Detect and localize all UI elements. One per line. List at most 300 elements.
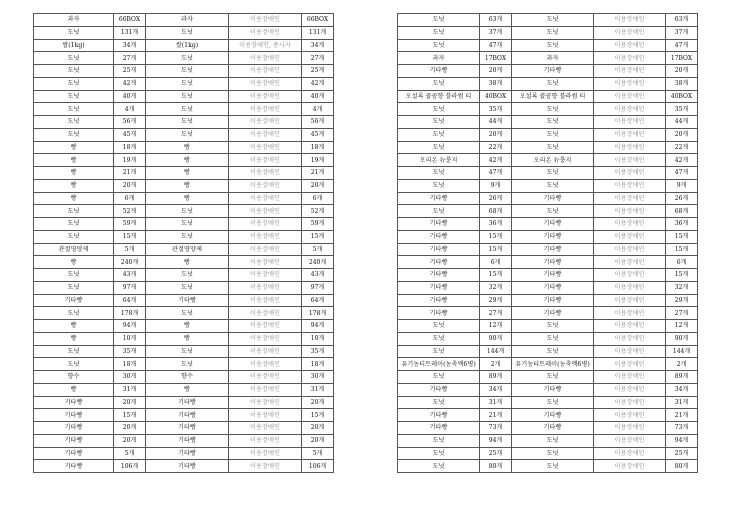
distributed-quantity-cell: 20개: [666, 128, 698, 141]
distributed-quantity-cell: 6개: [302, 192, 334, 205]
table-row: [398, 422, 698, 435]
quantity-cell: 35개: [480, 103, 512, 116]
distributed-quantity-cell: 40개: [302, 90, 334, 103]
distributed-quantity-cell: 131개: [302, 26, 334, 39]
distributed-item-cell: 기타빵: [146, 396, 229, 409]
distributed-item-cell: 도넛: [146, 358, 229, 371]
donation-table-left: [33, 13, 334, 473]
item-name-cell: 빵: [34, 332, 114, 345]
distributed-quantity-cell: 178개: [302, 307, 334, 320]
item-name-cell: 도넛: [398, 14, 480, 27]
distributed-item-cell: 빵: [146, 167, 229, 180]
distributed-item-cell: 기타빵: [146, 409, 229, 422]
table-row: [34, 371, 334, 384]
distributed-item-cell: 도넛: [512, 447, 594, 460]
item-name-cell: 빵: [34, 141, 114, 154]
item-name-cell: 도넛: [34, 269, 114, 282]
item-name-cell: 도넛: [34, 218, 114, 231]
quantity-cell: 56개: [114, 116, 146, 129]
distributed-quantity-cell: 4개: [302, 103, 334, 116]
recipient-cell: 이용장애인: [229, 179, 302, 192]
item-name-cell: 과자: [398, 52, 480, 65]
table-row: [398, 294, 698, 307]
item-name-cell: 도넛: [398, 434, 480, 447]
distributed-item-cell: 도넛: [146, 65, 229, 78]
distributed-quantity-cell: 63개: [666, 14, 698, 27]
recipient-cell: 이용장애인: [229, 396, 302, 409]
item-name-cell: 기타빵: [398, 243, 480, 256]
distributed-quantity-cell: 20개: [666, 65, 698, 78]
recipient-cell: 이용장애인: [594, 205, 666, 218]
quantity-cell: 20개: [114, 422, 146, 435]
distributed-quantity-cell: 42개: [302, 77, 334, 90]
recipient-cell: 이용장애인: [229, 154, 302, 167]
table-body-left: [34, 14, 334, 473]
table-body-right: [398, 14, 698, 473]
distributed-quantity-cell: 17BOX: [666, 52, 698, 65]
quantity-cell: 94개: [114, 320, 146, 333]
recipient-cell: 이용장애인: [229, 358, 302, 371]
recipient-cell: 이용장애인: [594, 320, 666, 333]
quantity-cell: 31개: [114, 383, 146, 396]
item-name-cell: 기타빵: [34, 434, 114, 447]
distributed-item-cell: 과자: [146, 14, 229, 27]
quantity-cell: 20개: [114, 179, 146, 192]
item-name-cell: 도넛: [398, 371, 480, 384]
item-name-cell: 오리온 뉴룽지: [398, 154, 480, 167]
distributed-quantity-cell: 22개: [666, 141, 698, 154]
item-name-cell: 도넛: [398, 345, 480, 358]
table-row: [398, 307, 698, 320]
item-name-cell: 도넛: [34, 103, 114, 116]
distributed-quantity-cell: 47개: [666, 39, 698, 52]
recipient-cell: 이용장애인: [594, 332, 666, 345]
table-row: [398, 77, 698, 90]
quantity-cell: 20개: [480, 65, 512, 78]
distributed-quantity-cell: 15개: [666, 230, 698, 243]
table-row: [398, 460, 698, 473]
item-name-cell: 도넛: [398, 447, 480, 460]
table-row: [34, 77, 334, 90]
recipient-cell: 이용장애인: [229, 243, 302, 256]
distributed-quantity-cell: 35개: [302, 345, 334, 358]
quantity-cell: 29개: [480, 294, 512, 307]
recipient-cell: 이용장애인: [594, 52, 666, 65]
recipient-cell: 이용장애인: [594, 39, 666, 52]
table-row: [398, 205, 698, 218]
recipient-cell: 이용장애인: [229, 205, 302, 218]
distributed-item-cell: 빵: [146, 320, 229, 333]
quantity-cell: 6개: [114, 192, 146, 205]
table-row: [398, 358, 698, 371]
item-name-cell: 빵: [34, 179, 114, 192]
quantity-cell: 34개: [480, 383, 512, 396]
distributed-item-cell: 유기농티트레이(농축액6병): [512, 358, 594, 371]
item-name-cell: 기타빵: [34, 294, 114, 307]
recipient-cell: 이용장애인: [229, 460, 302, 473]
item-name-cell: 유기농티트레이(농축액6병): [398, 358, 480, 371]
distributed-item-cell: 도넛: [146, 230, 229, 243]
distributed-item-cell: 오리온 뉴룽지: [512, 154, 594, 167]
quantity-cell: 35개: [114, 345, 146, 358]
table-row: [34, 307, 334, 320]
table-row: [34, 154, 334, 167]
item-name-cell: 도넛: [398, 332, 480, 345]
distributed-item-cell: 기타빵: [146, 294, 229, 307]
quantity-cell: 68개: [480, 205, 512, 218]
quantity-cell: 5개: [114, 447, 146, 460]
distributed-item-cell: 도넛: [512, 371, 594, 384]
distributed-item-cell: 기타빵: [512, 192, 594, 205]
recipient-cell: 이용장애인: [594, 192, 666, 205]
distributed-quantity-cell: 10개: [302, 332, 334, 345]
distributed-quantity-cell: 43개: [302, 269, 334, 282]
distributed-quantity-cell: 20개: [302, 434, 334, 447]
distributed-quantity-cell: 21개: [302, 167, 334, 180]
distributed-quantity-cell: 20개: [302, 422, 334, 435]
distributed-quantity-cell: 26개: [666, 192, 698, 205]
recipient-cell: 이용장애인: [594, 141, 666, 154]
distributed-quantity-cell: 20개: [302, 179, 334, 192]
item-name-cell: 도넛: [398, 39, 480, 52]
quantity-cell: 36개: [480, 218, 512, 231]
distributed-item-cell: 기타빵: [512, 65, 594, 78]
distributed-item-cell: 기타빵: [512, 218, 594, 231]
recipient-cell: 이용장애인: [594, 345, 666, 358]
quantity-cell: 40개: [114, 90, 146, 103]
distributed-item-cell: 도넛: [146, 205, 229, 218]
item-name-cell: 오설록 콜콤향 블라썸 티: [398, 90, 480, 103]
quantity-cell: 4개: [114, 103, 146, 116]
distributed-item-cell: 기타빵: [146, 434, 229, 447]
item-name-cell: 도넛: [34, 90, 114, 103]
recipient-cell: 이용장애인: [229, 383, 302, 396]
recipient-cell: 이용장애인: [229, 192, 302, 205]
distributed-quantity-cell: 15개: [666, 243, 698, 256]
distributed-item-cell: 도넛: [512, 179, 594, 192]
quantity-cell: 10개: [114, 332, 146, 345]
quantity-cell: 15개: [480, 269, 512, 282]
item-name-cell: 쌀(1kg): [34, 39, 114, 52]
recipient-cell: 이용장애인: [229, 447, 302, 460]
distributed-item-cell: 도넛: [146, 116, 229, 129]
distributed-quantity-cell: 97개: [302, 281, 334, 294]
item-name-cell: 기타빵: [398, 294, 480, 307]
item-name-cell: 기타빵: [34, 422, 114, 435]
quantity-cell: 9개: [480, 179, 512, 192]
distributed-item-cell: 빵: [146, 141, 229, 154]
item-name-cell: 도넛: [34, 26, 114, 39]
recipient-cell: 이용장애인: [594, 128, 666, 141]
item-name-cell: 기타빵: [34, 396, 114, 409]
distributed-item-cell: 도넛: [512, 103, 594, 116]
table-row: [398, 154, 698, 167]
distributed-quantity-cell: 38개: [666, 77, 698, 90]
item-name-cell: 기타빵: [398, 269, 480, 282]
quantity-cell: 63개: [480, 14, 512, 27]
recipient-cell: 이용장애인: [594, 230, 666, 243]
table-row: [34, 65, 334, 78]
table-row: [398, 409, 698, 422]
distributed-quantity-cell: 27개: [302, 52, 334, 65]
quantity-cell: 42개: [114, 77, 146, 90]
quantity-cell: 12개: [480, 320, 512, 333]
table-row: [398, 116, 698, 129]
recipient-cell: 이용장애인: [594, 90, 666, 103]
quantity-cell: 25개: [480, 447, 512, 460]
recipient-cell: 이용장애인: [229, 218, 302, 231]
recipient-cell: 이용장애인: [594, 65, 666, 78]
item-name-cell: 도넛: [398, 320, 480, 333]
recipient-cell: 이용장애인: [229, 65, 302, 78]
recipient-cell: 이용장애인: [229, 141, 302, 154]
distributed-quantity-cell: 15개: [302, 409, 334, 422]
distributed-item-cell: 도넛: [146, 307, 229, 320]
distributed-quantity-cell: 56개: [302, 116, 334, 129]
distributed-quantity-cell: 5개: [302, 447, 334, 460]
recipient-cell: 이용장애인: [229, 26, 302, 39]
quantity-cell: 20개: [114, 396, 146, 409]
distributed-quantity-cell: 6개: [666, 256, 698, 269]
item-name-cell: 관절영양제: [34, 243, 114, 256]
distributed-quantity-cell: 68개: [666, 205, 698, 218]
distributed-quantity-cell: 240개: [302, 256, 334, 269]
distributed-item-cell: 도넛: [512, 116, 594, 129]
quantity-cell: 34개: [114, 39, 146, 52]
item-name-cell: 도넛: [34, 230, 114, 243]
table-row: [34, 409, 334, 422]
quantity-cell: 15개: [480, 243, 512, 256]
table-row: [34, 396, 334, 409]
item-name-cell: 도넛: [34, 128, 114, 141]
distributed-item-cell: 빵: [146, 192, 229, 205]
table-row: [34, 294, 334, 307]
table-row: [398, 167, 698, 180]
table-row: [34, 269, 334, 282]
recipient-cell: 이용장애인: [594, 26, 666, 39]
quantity-cell: 64개: [114, 294, 146, 307]
item-name-cell: 도넛: [398, 103, 480, 116]
recipient-cell: 이용장애인: [229, 434, 302, 447]
distributed-quantity-cell: 25개: [666, 447, 698, 460]
item-name-cell: 도넛: [34, 358, 114, 371]
table-row: [398, 345, 698, 358]
distributed-quantity-cell: 34개: [302, 39, 334, 52]
distributed-item-cell: 기타빵: [512, 281, 594, 294]
recipient-cell: 이용장애인: [594, 77, 666, 90]
table-row: [34, 383, 334, 396]
distributed-item-cell: 기타빵: [512, 230, 594, 243]
recipient-cell: 이용장애인: [229, 320, 302, 333]
table-row: [398, 65, 698, 78]
distributed-item-cell: 도넛: [146, 77, 229, 90]
recipient-cell: 이용장애인: [594, 307, 666, 320]
table-row: [398, 434, 698, 447]
distributed-quantity-cell: 66BOX: [302, 14, 334, 27]
distributed-item-cell: 도넛: [512, 167, 594, 180]
table-row: [34, 14, 334, 27]
item-name-cell: 도넛: [34, 205, 114, 218]
item-name-cell: 도넛: [34, 345, 114, 358]
table-row: [398, 179, 698, 192]
item-name-cell: 빵: [34, 167, 114, 180]
distributed-item-cell: 도넛: [512, 320, 594, 333]
item-name-cell: 기타빵: [34, 409, 114, 422]
recipient-cell: 이용장애인: [594, 358, 666, 371]
item-name-cell: 빵: [34, 154, 114, 167]
recipient-cell: 이용장애인: [594, 371, 666, 384]
item-name-cell: 빵: [34, 383, 114, 396]
distributed-quantity-cell: 15개: [666, 269, 698, 282]
item-name-cell: 기타빵: [398, 383, 480, 396]
table-row: [34, 26, 334, 39]
recipient-cell: 이용장애인: [594, 256, 666, 269]
table-row: [34, 320, 334, 333]
quantity-cell: 80개: [480, 460, 512, 473]
table-row: [398, 192, 698, 205]
distributed-item-cell: 도넛: [146, 90, 229, 103]
quantity-cell: 15개: [114, 230, 146, 243]
table-row: [34, 167, 334, 180]
distributed-quantity-cell: 90개: [666, 332, 698, 345]
table-row: [398, 141, 698, 154]
table-row: [398, 128, 698, 141]
distributed-item-cell: 기타빵: [512, 256, 594, 269]
quantity-cell: 131개: [114, 26, 146, 39]
recipient-cell: 이용장애인: [594, 409, 666, 422]
distributed-item-cell: 기타빵: [512, 294, 594, 307]
table-row: [34, 422, 334, 435]
item-name-cell: 기타빵: [398, 218, 480, 231]
distributed-item-cell: 기타빵: [146, 422, 229, 435]
table-row: [34, 218, 334, 231]
distributed-quantity-cell: 144개: [666, 345, 698, 358]
distributed-item-cell: 도넛: [512, 396, 594, 409]
recipient-cell: 이용장애인: [229, 116, 302, 129]
distributed-item-cell: 도넛: [512, 39, 594, 52]
distributed-quantity-cell: 19개: [302, 154, 334, 167]
table-row: [34, 205, 334, 218]
table-row: [34, 90, 334, 103]
quantity-cell: 66BOX: [114, 14, 146, 27]
distributed-item-cell: 도넛: [512, 460, 594, 473]
recipient-cell: 이용장애인: [594, 281, 666, 294]
recipient-cell: 이용장애인: [229, 52, 302, 65]
recipient-cell: 이용장애인: [229, 77, 302, 90]
quantity-cell: 22개: [480, 141, 512, 154]
distributed-item-cell: 도넛: [146, 26, 229, 39]
table-row: [398, 103, 698, 116]
quantity-cell: 37개: [480, 26, 512, 39]
table-row: [398, 371, 698, 384]
quantity-cell: 42개: [480, 154, 512, 167]
table-row: [398, 230, 698, 243]
quantity-cell: 40BOX: [480, 90, 512, 103]
distributed-quantity-cell: 94개: [666, 434, 698, 447]
distributed-quantity-cell: 25개: [302, 65, 334, 78]
item-name-cell: 도넛: [34, 52, 114, 65]
recipient-cell: 이용장애인: [229, 307, 302, 320]
recipient-cell: 이용장애인: [594, 167, 666, 180]
recipient-cell: 이용장애인: [594, 422, 666, 435]
recipient-cell: 이용장애인: [229, 103, 302, 116]
distributed-item-cell: 도넛: [146, 269, 229, 282]
distributed-item-cell: 도넛: [512, 434, 594, 447]
quantity-cell: 52개: [114, 205, 146, 218]
distributed-quantity-cell: 5개: [302, 243, 334, 256]
distributed-item-cell: 기타빵: [512, 307, 594, 320]
item-name-cell: 기타빵: [398, 192, 480, 205]
table-row: [398, 320, 698, 333]
quantity-cell: 25개: [114, 65, 146, 78]
table-row: [34, 460, 334, 473]
table-row: [34, 434, 334, 447]
distributed-quantity-cell: 59개: [302, 218, 334, 231]
distributed-item-cell: 도넛: [512, 14, 594, 27]
distributed-item-cell: 기타빵: [512, 422, 594, 435]
table-row: [34, 243, 334, 256]
distributed-quantity-cell: 30개: [302, 371, 334, 384]
quantity-cell: 97개: [114, 281, 146, 294]
recipient-cell: 이용장애인: [594, 383, 666, 396]
quantity-cell: 21개: [480, 409, 512, 422]
recipient-cell: 이용장애인: [594, 294, 666, 307]
recipient-cell: 이용장애인: [229, 269, 302, 282]
distributed-quantity-cell: 18개: [302, 141, 334, 154]
quantity-cell: 15개: [480, 230, 512, 243]
quantity-cell: 45개: [114, 128, 146, 141]
distributed-quantity-cell: 45개: [302, 128, 334, 141]
recipient-cell: 이용장애인: [594, 434, 666, 447]
item-name-cell: 도넛: [398, 460, 480, 473]
quantity-cell: 18개: [114, 358, 146, 371]
distributed-item-cell: 도넛: [512, 26, 594, 39]
distributed-item-cell: 관절영양제: [146, 243, 229, 256]
table-row: [34, 39, 334, 52]
recipient-cell: 이용장애인: [229, 14, 302, 27]
table-row: [398, 269, 698, 282]
quantity-cell: 73개: [480, 422, 512, 435]
recipient-cell: 이용장애인: [229, 294, 302, 307]
table-row: [34, 128, 334, 141]
distributed-item-cell: 쌀(1kg): [146, 39, 229, 52]
quantity-cell: 47개: [480, 39, 512, 52]
recipient-cell: 이용장애인: [594, 218, 666, 231]
item-name-cell: 기타빵: [34, 447, 114, 460]
distributed-quantity-cell: 64개: [302, 294, 334, 307]
quantity-cell: 178개: [114, 307, 146, 320]
recipient-cell: 이용장애인: [229, 409, 302, 422]
table-row: [34, 141, 334, 154]
table-row: [398, 256, 698, 269]
quantity-cell: 144개: [480, 345, 512, 358]
table-row: [398, 26, 698, 39]
item-name-cell: 기타빵: [398, 65, 480, 78]
quantity-cell: 47개: [480, 167, 512, 180]
quantity-cell: 6개: [480, 256, 512, 269]
table-row: [34, 281, 334, 294]
table-row: [398, 90, 698, 103]
item-name-cell: 빵: [34, 320, 114, 333]
quantity-cell: 15개: [114, 409, 146, 422]
quantity-cell: 26개: [480, 192, 512, 205]
distributed-item-cell: 기타빵: [512, 243, 594, 256]
distributed-quantity-cell: 36개: [666, 218, 698, 231]
quantity-cell: 32개: [480, 281, 512, 294]
distributed-quantity-cell: 31개: [666, 396, 698, 409]
table-row: [398, 383, 698, 396]
distributed-item-cell: 오설록 콜콤향 블라썸 티: [512, 90, 594, 103]
